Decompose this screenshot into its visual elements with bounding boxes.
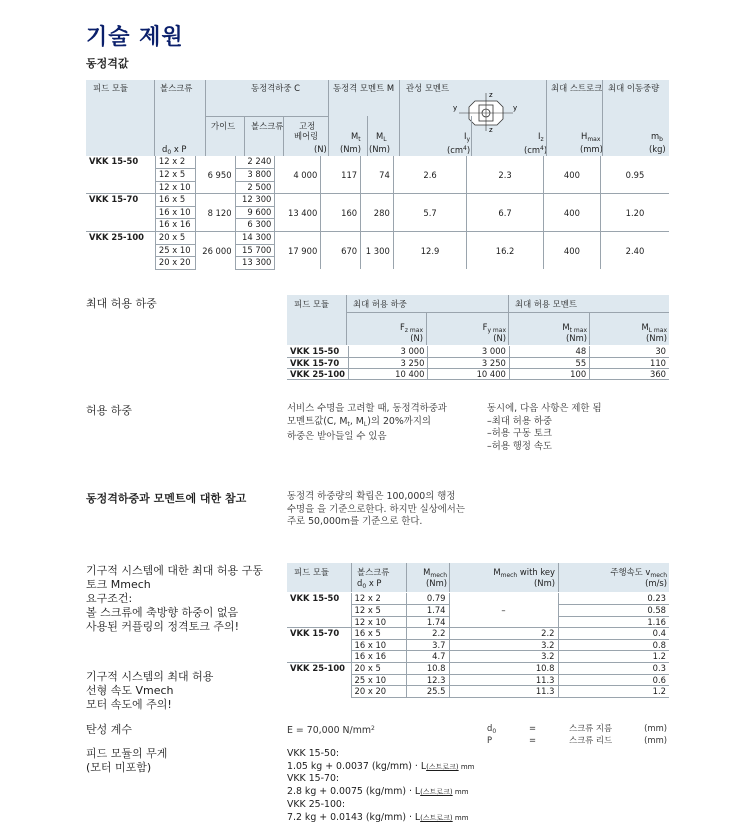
v-mech: 0.58 (558, 605, 669, 617)
note-text-3: 주로 50,000m를 기준으로 한다. (287, 516, 423, 527)
allow-text-3: 하중은 받아들일 수 있음 (287, 431, 387, 442)
m-mech-key: 10.8 (449, 663, 558, 675)
ballscrew-size: 12 x 10 (351, 616, 406, 628)
mech-line-1: 기구적 시스템에 대한 최대 허용 구동 (86, 564, 263, 577)
ml-h-mt: $M_{t max}$ (562, 322, 587, 334)
module-name: VKK 15-70 (287, 628, 351, 663)
legend-p: P = 스크류 리드 (mm) (487, 735, 667, 745)
elastic-label: 탄성 계수 (86, 723, 133, 736)
weight-label-1: 피드 모듈의 무게 (86, 747, 168, 760)
ballscrew-size: 16 x 10 (351, 639, 406, 651)
allow-limits (487, 403, 602, 453)
fixed-bearing: 13 400 (275, 194, 321, 232)
ballscrew-size: 12 x 2 (155, 156, 195, 169)
mech-line-3: 요구조건: (86, 592, 133, 605)
m-mech-key: 11.3 (449, 674, 558, 686)
ballscrew-size: 20 x 20 (155, 257, 195, 270)
module-name: VKK 15-50 (290, 593, 340, 603)
allow-limit-intro: 동시에, 다음 사항은 제한 됨 (487, 403, 602, 414)
inertia-iz: 6.7 (467, 194, 544, 232)
moment-mt: 117 (321, 156, 361, 194)
fz-max: 10 400 (349, 368, 428, 379)
inertia-iz: 2.3 (467, 156, 544, 194)
moment-mt: 160 (321, 194, 361, 232)
weight-formulas (287, 748, 475, 824)
ballscrew-load: 3 800 (235, 169, 275, 182)
mech-line-8: 모터 속도에 주의! (86, 698, 172, 711)
note-text-1: 동정격 하중량의 확립은 100,000의 행정 (287, 491, 456, 502)
allow-limit-2: –허용 구동 토크 (487, 428, 552, 439)
h-mt: $M_t$ (351, 131, 361, 143)
h-cm-2: $(cm^4)$ (524, 145, 548, 155)
h-fixed-2: 베어링 (294, 131, 319, 141)
h-n: (N) (314, 144, 327, 154)
v-mech: 1.2 (558, 651, 669, 663)
allow-text (287, 403, 447, 444)
spec-table-header (86, 80, 669, 156)
allow-limit-1: –최대 허용 하중 (487, 415, 552, 427)
ballscrew-size: 20 x 20 (351, 686, 406, 698)
note-label: 동정격하중과 모멘트에 대한 참고 (86, 492, 247, 505)
weight-label-2: (모터 미포함) (86, 761, 152, 774)
ballscrew-size: 16 x 5 (155, 194, 195, 207)
diagram-z-bottom: z (489, 126, 493, 133)
ballscrew-size: 20 x 5 (155, 232, 195, 245)
ballscrew-size: 12 x 5 (351, 605, 406, 617)
max-stroke: 400 (543, 232, 600, 270)
m-mech-key: 2.2 (449, 628, 558, 640)
h-iz: $I_z$ (538, 131, 544, 143)
module-name: VKK 25-100 (287, 368, 349, 379)
h-nm-1: (Nm) (340, 144, 361, 154)
max-mass: 0.95 (601, 156, 669, 194)
max-mass: 2.40 (601, 232, 669, 270)
h-guide: 가이드 (211, 121, 236, 131)
fixed-bearing: 17 900 (275, 232, 321, 270)
guide-value: 8 120 (195, 194, 235, 232)
fy-max: 10 400 (428, 368, 509, 379)
v-mech: 0.6 (558, 674, 669, 686)
profile-diagram (451, 89, 521, 133)
ml-h-moment: 최대 허용 모멘트 (515, 299, 577, 309)
ballscrew-load: 14 300 (235, 232, 275, 245)
max-stroke: 400 (543, 156, 600, 194)
ml-h-fy-unit: (N) (493, 333, 506, 343)
table-row (86, 194, 669, 207)
ballscrew-load: 13 300 (235, 257, 275, 270)
allow-text-2: 모멘트값(C, $M_t$, $M_L$)의 20%까지의 (287, 415, 431, 428)
max-stroke: 400 (543, 194, 600, 232)
ballscrew-size: 20 x 5 (351, 663, 406, 675)
moment-ml: 280 (361, 194, 394, 232)
spec-table (86, 156, 669, 270)
ml-h-fz-unit: (N) (410, 333, 423, 343)
h-cm-1: $(cm^4)$ (447, 145, 471, 155)
mech-h-mkey: $M_{mech}$ with key (493, 567, 555, 579)
ml-h-module: 피드 모듈 (294, 299, 330, 309)
mt-max: 55 (509, 357, 589, 368)
h-module: 피드 모듈 (93, 83, 129, 93)
module-name: VKK 15-70 (287, 357, 349, 368)
v-mech: 1.16 (558, 616, 669, 628)
ml-h-fz: $F_{z max}$ (400, 322, 423, 334)
v-mech: 0.23 (558, 593, 669, 605)
ballscrew-load: 2 500 (235, 181, 275, 194)
h-d0p: $d_0$ x P (162, 144, 187, 156)
h-mb: $m_b$ (651, 131, 663, 143)
diagram-z-top: z (489, 91, 493, 99)
diagram-y-right: y (513, 104, 518, 112)
fz-max: 3 000 (349, 346, 428, 357)
moment-ml: 1 300 (361, 232, 394, 270)
v-mech: 1.2 (558, 686, 669, 698)
module-name: VKK 25-100 (86, 232, 155, 270)
table-row (287, 357, 669, 368)
mech-h-dp: $d_0$ x P (357, 578, 382, 590)
h-nm-2: (Nm) (369, 144, 390, 154)
ballscrew-load: 2 240 (235, 156, 275, 169)
moment-ml: 74 (361, 156, 394, 194)
table-row (287, 346, 669, 357)
ml-h-ml-unit: (Nm) (646, 333, 667, 343)
max-mass: 1.20 (601, 194, 669, 232)
v-mech: 0.8 (558, 639, 669, 651)
mech-line-7: 선형 속도 Vmech (86, 684, 174, 697)
maxload-header (287, 295, 669, 345)
ml-max: 360 (590, 368, 669, 379)
fy-max: 3 000 (428, 346, 509, 357)
ballscrew-load: 9 600 (235, 206, 275, 219)
maxload-label: 최대 허용 하중 (86, 297, 157, 310)
table-row (287, 593, 669, 605)
h-dynamic-load: 동정격하중 C (251, 83, 300, 93)
ml-max: 30 (590, 346, 669, 357)
fixed-bearing: 4 000 (275, 156, 321, 194)
m-mech: 4.7 (406, 651, 449, 663)
table-row (287, 628, 669, 640)
weight-b-formula: 2.8 kg + 0.0075 (kg/mm) · L(스트로크) mm (287, 786, 469, 798)
ballscrew-load: 12 300 (235, 194, 275, 207)
module-name: VKK 15-50 (287, 346, 349, 357)
mech-line-2: 토크 Mmech (86, 578, 151, 591)
ballscrew-size: 16 x 16 (351, 651, 406, 663)
elastic-value: E = 70,000 $N/mm^2$ (287, 725, 375, 736)
note-text-2: 수명을 을 기준으로한다. 하지만 실상에서는 (287, 503, 465, 515)
fy-max: 3 250 (428, 357, 509, 368)
ballscrew-size: 12 x 5 (155, 169, 195, 182)
m-mech: 0.79 (406, 593, 449, 605)
mt-max: 100 (509, 368, 589, 379)
mech-line-4: 볼 스크류에 축방향 하중이 없음 (86, 606, 239, 619)
module-name: VKK 15-70 (86, 194, 155, 232)
weight-label (86, 747, 167, 775)
mt-max: 48 (509, 346, 589, 357)
h-mass: 최대 이동중량 (608, 83, 660, 93)
maxload-table (287, 346, 669, 380)
h-fixed-1: 고정 (299, 121, 316, 131)
mech-h-mmech-unit: (Nm) (426, 578, 447, 588)
mech-h-mmech: $M_{mech}$ (423, 567, 447, 579)
ballscrew-size: 25 x 10 (155, 244, 195, 257)
ml-h-mt-unit: (Nm) (566, 333, 587, 343)
m-mech: 1.74 (406, 616, 449, 628)
m-mech-key: 3.2 (449, 639, 558, 651)
mech-h-mkey-unit: (Nm) (534, 578, 555, 588)
allow-label: 허용 하중 (86, 404, 133, 417)
h-hmax: $H_{max}$ (581, 131, 601, 143)
ballscrew-load: 15 700 (235, 244, 275, 257)
moment-mt: 670 (321, 232, 361, 270)
ml-h-ml: $M_{L max}$ (641, 322, 667, 334)
m-mech-key: 3.2 (449, 651, 558, 663)
m-mech: 1.74 (406, 605, 449, 617)
elastic-legend (487, 723, 669, 746)
h-mm: (mm) (580, 144, 603, 154)
h-kg: (kg) (649, 144, 666, 154)
ml-h-fy: $F_{y max}$ (482, 322, 506, 334)
weight-a: VKK 15-50: (287, 748, 340, 759)
weight-a-formula: 1.05 kg + 0.0037 (kg/mm) · L(스트로크) mm (287, 760, 475, 772)
m-mech: 3.7 (406, 639, 449, 651)
m-mech-key: 11.3 (449, 686, 558, 698)
mech-line-5: 사용된 커플링의 정격토크 주의! (86, 620, 240, 633)
guide-value: 26 000 (195, 232, 235, 270)
table-row (287, 368, 669, 379)
allow-limit-3: –허용 행정 속도 (487, 440, 552, 452)
ballscrew-size: 12 x 2 (351, 593, 406, 605)
mech-h-module: 피드 모듈 (294, 567, 330, 577)
mech-h-v-unit: (m/s) (645, 578, 667, 588)
inertia-iy: 2.6 (393, 156, 467, 194)
fz-max: 3 250 (349, 357, 428, 368)
table-row (86, 232, 669, 245)
inertia-iz: 16.2 (467, 232, 544, 270)
guide-value: 6 950 (195, 156, 235, 194)
weight-c: VKK 25-100: (287, 798, 346, 810)
section-subtitle: 동정격값 (86, 57, 129, 70)
inertia-iy: 12.9 (393, 232, 467, 270)
table-row (287, 663, 669, 675)
ballscrew-size: 25 x 10 (351, 674, 406, 686)
m-mech: 12.3 (406, 674, 449, 686)
maxload-body (287, 346, 669, 380)
h-inertia: 관성 모멘트 (406, 83, 450, 93)
weight-c-formula: 7.2 kg + 0.0143 (kg/mm) · L(스트로크) mm (287, 811, 469, 823)
table-row (86, 156, 669, 169)
h-stroke: 최대 스트로크 (551, 83, 603, 93)
ballscrew-size: 16 x 10 (155, 206, 195, 219)
allow-text-1: 서비스 수명을 고려할 때, 동정격하중과 (287, 403, 447, 414)
module-name: VKK 15-50 (89, 156, 139, 166)
ml-max: 110 (590, 357, 669, 368)
h-ml: $M_L$ (376, 131, 387, 143)
mech-left-text (86, 564, 263, 634)
page-title: 기술 제원 (86, 25, 184, 50)
mech-speed-text (86, 670, 213, 712)
mech-line-6: 기구적 시스템의 최대 허용 (86, 670, 214, 683)
h-bs: 볼스크류 (251, 121, 284, 131)
mech-h-v: 주행속도 $v_{mech}$ (610, 567, 667, 579)
mech-h-bs: 볼스크류 (357, 567, 390, 577)
note-text (287, 491, 465, 529)
ballscrew-size: 16 x 5 (351, 628, 406, 640)
h-iy: $I_y$ (464, 131, 471, 143)
v-mech: 0.3 (558, 663, 669, 675)
module-name: VKK 25-100 (287, 663, 351, 698)
h-ballscrew: 볼스크류 (160, 83, 193, 93)
inertia-iy: 5.7 (393, 194, 467, 232)
weight-b: VKK 15-70: (287, 773, 340, 785)
mech-header (287, 563, 669, 592)
m-mech: 2.2 (406, 628, 449, 640)
spec-table-body (86, 156, 669, 270)
ballscrew-load: 6 300 (235, 219, 275, 232)
ml-h-load: 최대 허용 하중 (353, 299, 407, 309)
mech-body (287, 593, 669, 698)
m-mech: 25.5 (406, 686, 449, 698)
v-mech: 0.4 (558, 628, 669, 640)
diagram-y-left: y (453, 104, 458, 112)
ballscrew-size: 12 x 10 (155, 181, 195, 194)
m-mech: 10.8 (406, 663, 449, 675)
m-mech-key-dash: – (449, 593, 558, 628)
legend-d0: $d_0$ = 스크류 지름 (mm) (487, 723, 667, 735)
h-dynamic-moment: 동정격 모멘트 M (333, 83, 395, 93)
ballscrew-size: 16 x 16 (155, 219, 195, 232)
mech-table (287, 593, 669, 698)
